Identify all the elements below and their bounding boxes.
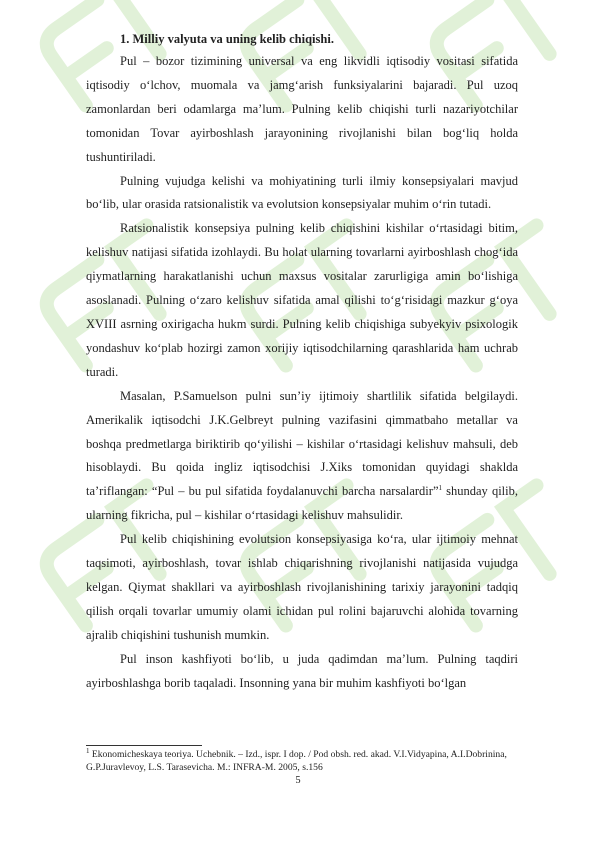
footnote-reference[interactable]: 1 <box>438 484 442 493</box>
paragraph-5: Pul kelib chiqishining evolutsion konsepsiyasiga ko‘ra, ular ijtimoiy mehnat taqsimoti, ayirboshlash, tovar ishlab chiqarishning rivojlanishi natijasida vujudga kelgan. Qiymat shakllari va ayirboshlash rivojlanishining tarixiy jarayonini tadqiq qilish orqali tovarlar umumiy olami ichidan pul rolini bajaruvchi alohida tovarning ajralib chiqishini tushunish mumkin. <box>86 532 518 642</box>
document-page <box>86 28 518 695</box>
paragraph-2: Pulning vujudga kelishi va mohiyatining turli ilmiy konsepsiyalari mavjud bo‘lib, ular orasida ratsionalistik va evolutsion konsepsiyalar muhim o‘rin tutadi. <box>86 173 518 212</box>
footnote-marker: 1 <box>86 746 90 755</box>
paragraph-6: Pul inson kashfiyoti bo‘lib, u juda qadimdan ma’lum. Pulning taqdiri ayirboshlashga borib taqaladi. Insonning yana bir muhim kashfiyoti bo‘lgan <box>86 651 518 690</box>
paragraph-3: Ratsionalistik konsepsiya pulning kelib chiqishini kishilar o‘rtasidagi bitim, kelishuv natijasi sifatida izohlaydi. Bu holat ularning tovarlarni ayirboshlash chog‘ida qiymatlarning harakatlanishi uchun maxsus vositalar zarurligiga amin bo‘lishiga asoslanadi. Pulning o‘zaro kelishuv sifatida amal qilishi to‘g‘risidagi mazkur g‘oya XVIII asrning oxirigacha hukm surdi. Pulning kelib chiqishiga subyekyiv psixologik yondashuv ko‘plab hozirgi zamon xorijiy iqtisodchilarning qarashlarida ham uchrab turadi. <box>86 221 518 379</box>
page-number: 5 <box>295 775 301 786</box>
footnote <box>86 748 526 774</box>
section-heading: 1. Milliy valyuta va uning kelib chiqishi. <box>120 32 334 46</box>
footnote-text: Ekonomicheskaya teoriya. Uchebnik. – Izd., ispr. I dop. / Pod obsh. red. akad. V.I.Vidyapina, A.I.Dobrinina, G.P.Juravlevoy, L.S. Tarasevicha. M.: INFRA-M. 2005, s.156 <box>86 749 507 773</box>
paragraph-4 <box>86 385 518 528</box>
paragraph-4-text: Masalan, P.Samuelson pulni sun’iy ijtimoiy shartlilik sifatida belgilaydi. Amerikalik iqtisodchi J.K.Gelbreyt pulning vazifasini qimmatbaho metallar va boshqa predmetlarga biriktirib qo‘yilishi – kishilar o‘rtasidagi kelishuv mahsuli, deb hisoblaydi. Bu qoida ingliz iqtisodchisi J.Xiks tomonidan quyidagi shaklda ta’riflangan: “Pul – bu pul sifatida foydalanuvchi barcha narsalardir” <box>86 388 518 499</box>
paragraph-1: Pul – bozor tizimining universal va eng likvidli iqtisodiy vositasi sifatida iqtisodiy o‘lchov, muomala va jamg‘arish funksiyalarini bajaradi. Pul uzoq zamonlardan beri odamlarga ma’lum. Pulning kelib chiqishi turli nazariyotchilar tomonidan Tovar ayirboshlash jarayonining rivojlanishi bilan bog‘liq holda tushuntiriladi. <box>86 54 518 164</box>
paragraph-4-tail: shunday qilib, ularning fikricha, pul – kishilar o‘rtasidagi kelishuv mahsulidir. <box>86 484 519 523</box>
footnote-divider <box>86 745 202 746</box>
